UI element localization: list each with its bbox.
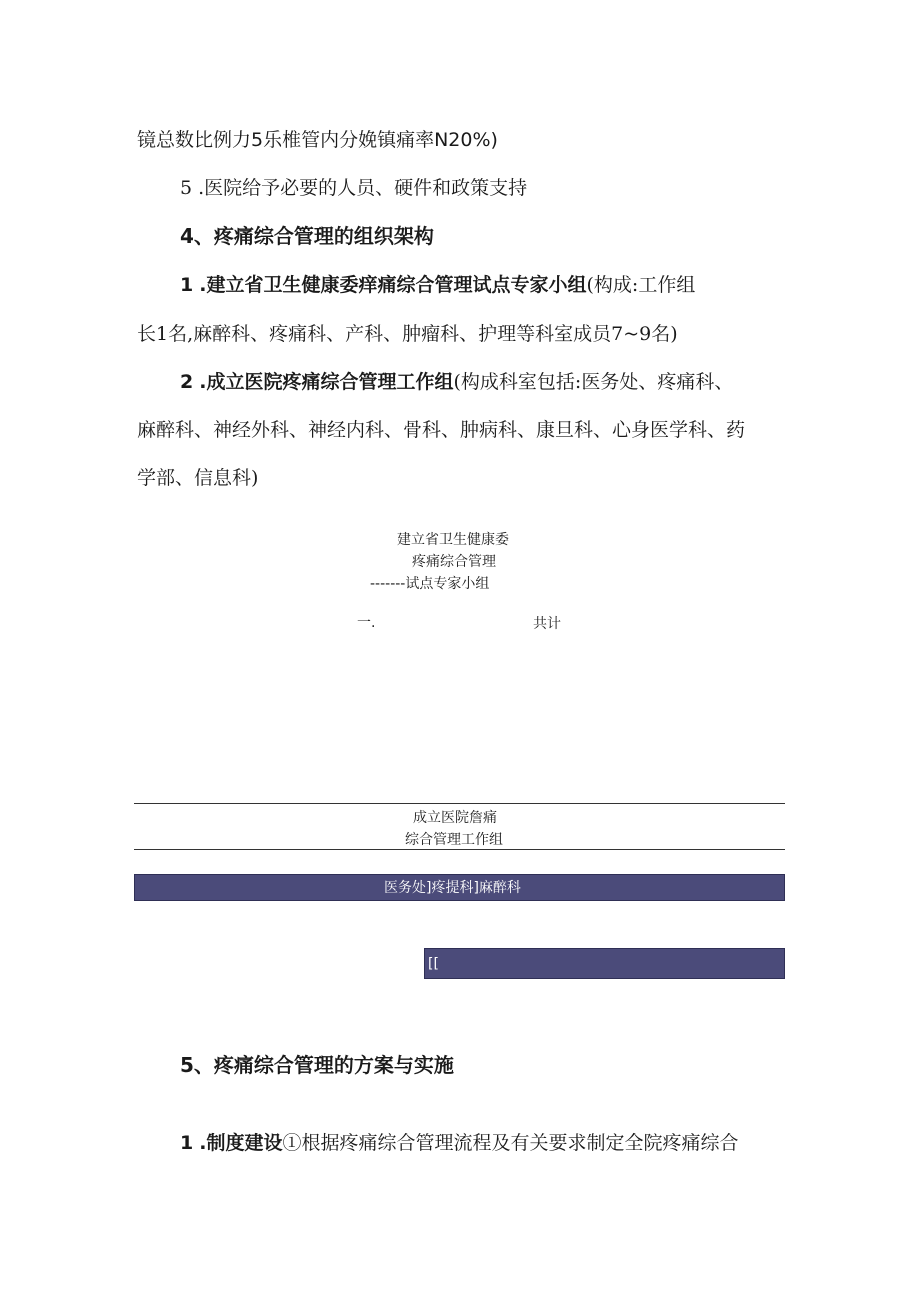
chart-mid-line-1: 成立医院詹痛	[413, 810, 497, 826]
chart-top-line-2: 疼痛综合管理	[412, 554, 496, 570]
list-item-text: ①根据疼痛综合管理流程及有关要求制定全院疼痛综合	[282, 1132, 739, 1154]
list-item-2-continuation-1: 麻醉科、神经外科、神经内科、骨科、肿病科、康旦科、心身医学科、药	[137, 419, 746, 441]
chart-left-mark: 一.	[357, 615, 376, 631]
list-number: 2	[180, 371, 194, 393]
paragraph-line-1: 镜总数比例力5乐椎管内分娩镇痛率N20%)	[137, 129, 498, 151]
list-item-2-continuation-2: 学部、信息科)	[137, 467, 259, 489]
chart-band-label: 医务处]疼提科]麻醉科	[384, 880, 521, 896]
list-item-1-continuation: 长1名,麻醉科、疼痛科、产科、肿瘤科、护理等科室成员7~9名)	[137, 323, 678, 345]
chart-divider-bottom	[134, 849, 785, 850]
section-heading-4: 4、疼痛综合管理的组织架构	[180, 224, 434, 248]
list-item-text: (构成科室包括:医务处、疼痛科、	[453, 371, 734, 393]
list-item-text: (构成:工作组	[586, 274, 696, 296]
section5-item-1	[180, 1131, 739, 1155]
list-number: 1	[180, 274, 194, 296]
chart-department-band	[134, 874, 785, 901]
chart-top-line-3: -------试点专家小组	[370, 576, 490, 592]
list-number: 5	[180, 177, 193, 199]
section-heading-5: 5、疼痛综合管理的方案与实施	[180, 1053, 454, 1077]
list-item-title: .成立医院疼痛综合管理工作组	[199, 371, 454, 393]
list-item-1	[180, 273, 695, 297]
list-number: 1	[180, 1132, 194, 1154]
chart-sub-box-label: [[	[428, 956, 439, 972]
list-item-title: .建立省卫生健康委痒痛综合管理试点专家小组	[199, 274, 587, 296]
chart-divider-top	[134, 803, 785, 804]
chart-top-line-1: 建立省卫生健康委	[397, 532, 509, 548]
list-text: .医院给予必要的人员、硬件和政策支持	[198, 177, 528, 199]
list-item-2	[180, 370, 733, 394]
paragraph-line-2	[180, 176, 527, 200]
chart-mid-line-2: 综合管理工作组	[405, 832, 503, 848]
chart-right-mark: 共计	[533, 616, 561, 632]
chart-sub-box	[424, 948, 785, 979]
list-item-title: .制度建设	[199, 1132, 283, 1154]
